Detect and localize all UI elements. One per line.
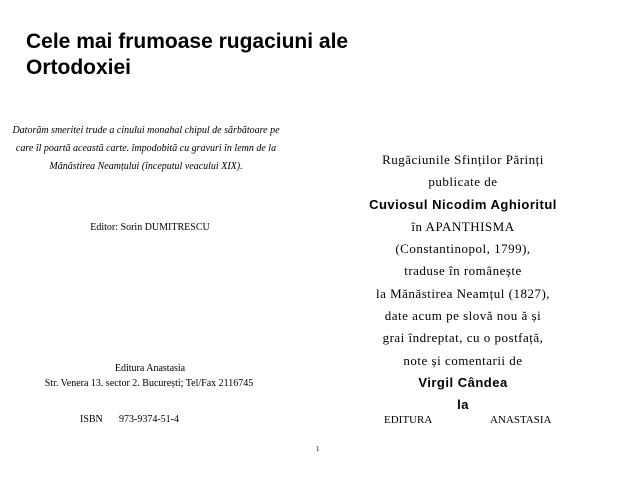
- title-line: în APANTHISMA: [411, 218, 515, 234]
- page-number: 1: [316, 445, 320, 453]
- title-line: grai îndreptat, cu o postfață,: [382, 330, 544, 346]
- title-line: (Constantinopol, 1799),: [395, 241, 531, 257]
- publisher-address: Str. Venera 13. sector 2. București; Tel/Fax 2116745: [44, 378, 254, 389]
- isbn-value: 973-9374-51-4: [119, 414, 179, 425]
- publisher-label-left: EDITURA: [384, 414, 433, 426]
- publisher-label-right: ANASTASIA: [490, 414, 552, 426]
- book-title: Cele mai frumoase rugaciuni ale Ortodoxiei: [26, 30, 349, 79]
- title-line: date acum pe slovă nou ă și: [384, 308, 542, 324]
- title-line: Rugăciunile Sfinților Părinți: [382, 152, 544, 167]
- title-line: la Mănăstirea Neamțul (1827),: [375, 285, 551, 301]
- title-line: publicate de: [428, 174, 498, 190]
- title-page-text: [360, 149, 566, 417]
- title-line: Cuviosul Nicodim Aghioritul: [369, 196, 557, 212]
- title-line: traduse în românește: [404, 263, 522, 279]
- title-line: note și comentarii de: [403, 352, 523, 368]
- editor-credit: Editor: Sorin DUMITRESCU: [90, 222, 210, 233]
- isbn-label: ISBN: [80, 414, 103, 425]
- dedication-text: Datorăm smeritei trude a cinului monahal chipul de sărbătoare pe care îl poartă această carte. împodobită cu gravuri în lemn de la Mânăstirea Neamțului (începutul veacului XIX).: [12, 125, 280, 172]
- title-line: Virgil Cândea: [418, 374, 508, 390]
- title-line: la: [457, 397, 469, 413]
- publisher-name: Editura Anastasia: [114, 363, 186, 374]
